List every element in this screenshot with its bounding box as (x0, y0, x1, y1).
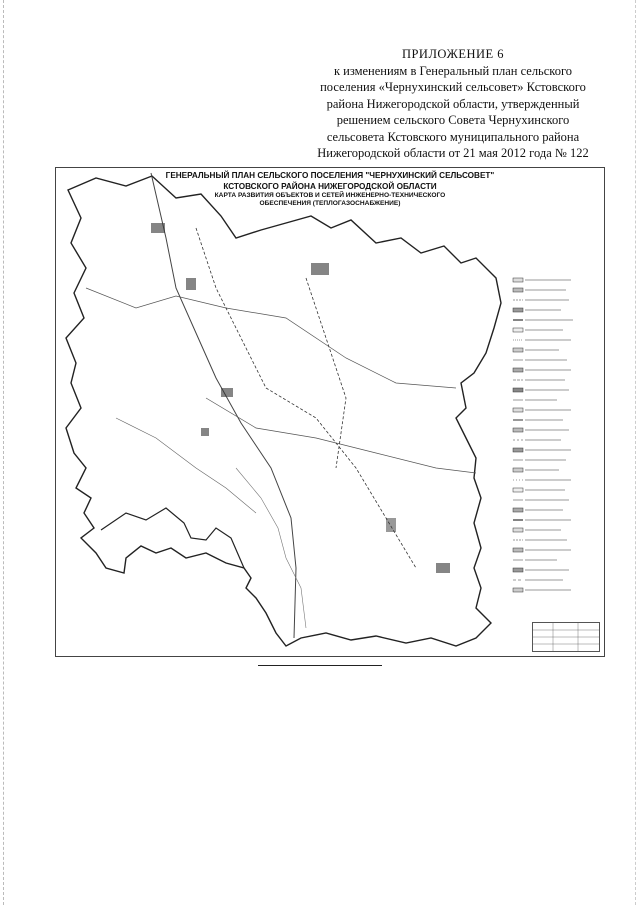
local-road (206, 398, 476, 473)
highway-road (151, 173, 296, 638)
map-subtitle: КАРТА РАЗВИТИЯ ОБЪЕКТОВ И СЕТЕЙ ИНЖЕНЕРНО-ТЕХНИЧЕСКОГО (214, 192, 446, 199)
map-title: ГЕНЕРАЛЬНЫЙ ПЛАН СЕЛЬСКОГО ПОСЕЛЕНИЯ "ЧЕРНУХИНСКИЙ СЕЛЬСОВЕТ" (165, 171, 495, 180)
appendix-line: поселения «Чернухинский сельсовет» Кстовского (320, 80, 586, 94)
local-road (86, 288, 456, 388)
appendix-line: решением сельского Совета Чернухинского (336, 113, 570, 127)
appendix-line: сельсовета Кстовского муниципального района (326, 129, 580, 144)
river (236, 468, 306, 628)
title-block-grid (533, 623, 599, 651)
settlement-boundary (66, 176, 501, 646)
map-title-block (56, 170, 604, 208)
appendix-title: ПРИЛОЖЕНИЕ 6 (401, 47, 505, 61)
appendix-line: к изменениям в Генеральный план сельского (333, 63, 573, 78)
appendix-line: Нижегородской области от 21 мая 2012 года № 122 (317, 146, 589, 160)
gas-pipeline (306, 278, 346, 468)
map-legend (511, 273, 591, 633)
scan-edge-left (3, 0, 5, 905)
map-subtitle-line2: ОБЕСПЕЧЕНИЯ (ТЕПЛОГАЗОСНАБЖЕНИЕ) (259, 200, 401, 207)
scan-edge-right (635, 0, 637, 905)
appendix-header (295, 46, 611, 162)
map-title-line2: КСТОВСКОГО РАЙОНА НИЖЕГОРОДСКОЙ ОБЛАСТИ (223, 182, 437, 191)
boundary-southwest (101, 508, 244, 568)
signature-line (258, 665, 382, 666)
drawing-title-block (532, 622, 600, 652)
appendix-line: района Нижегородской области, утвержденный (326, 96, 580, 111)
map-sheet (55, 167, 605, 657)
local-road (116, 418, 256, 513)
settlement-clusters (151, 223, 450, 573)
